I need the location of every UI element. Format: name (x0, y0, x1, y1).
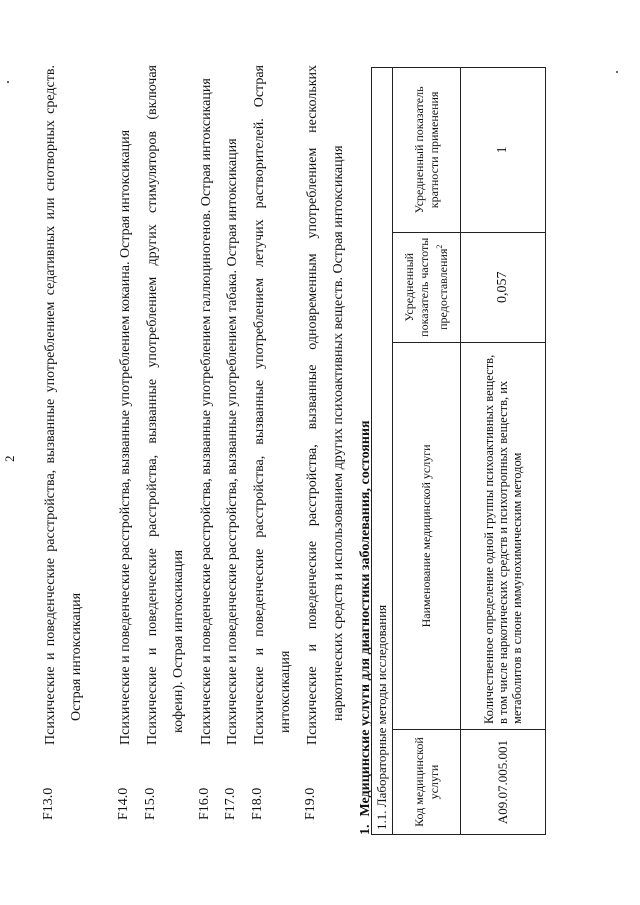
diagnosis-line: Острая интоксикация (69, 592, 84, 721)
diagnosis-description (113, 65, 139, 745)
diagnosis-line: Психические и поведенческие расстройства, вызванные употреблением галлюциногенов. Острая интоксикация (199, 78, 214, 745)
diagnosis-line: Психические и поведенческие расстройства, вызванные употреблением других стимуляторов (включая (145, 65, 160, 745)
diagnosis-line: наркотических средств и использованием других психоактивных веществ. Острая интоксикация (331, 145, 346, 721)
diagnosis-code: F19.0 (303, 787, 318, 820)
column-header-multiplicity: Усредненный показатель кратности применения (393, 68, 461, 233)
page-number: 2 (2, 455, 17, 462)
diagnosis-description (140, 65, 192, 745)
diagnosis-line: интоксикация (278, 650, 293, 733)
column-header-name: Наименование медицинской услуги (393, 342, 461, 729)
service-frequency: 0,057 (461, 232, 546, 342)
diagnosis-line: Психические и поведенческие расстройства, вызванные употреблением летучих растворителей. Острая (252, 65, 267, 745)
scan-speck (7, 81, 9, 83)
services-table (371, 67, 546, 835)
diagnosis-code: F17.0 (223, 787, 238, 820)
diagnosis-code: F14.0 (116, 787, 131, 820)
column-header-frequency (393, 232, 461, 342)
diagnosis-description (247, 65, 299, 745)
diagnosis-code: F13.0 (41, 787, 56, 820)
column-header-frequency-text: Усредненный показатель частоты предоставления (402, 237, 450, 337)
table-subsection-row (372, 68, 393, 835)
diagnosis-line: кофеин). Острая интоксикация (171, 549, 186, 733)
diagnosis-code: F16.0 (197, 787, 212, 820)
table-subsection-title: 1.1. Лабораторные методы исследования (372, 68, 393, 835)
diagnosis-description (300, 65, 352, 745)
diagnosis-line: Психические и поведенческие расстройства, вызванные употреблением кокаина. Острая интоксикация (118, 129, 133, 745)
diagnosis-description (194, 65, 220, 745)
service-code: A09.07.005.001 (461, 730, 546, 835)
diagnosis-description (220, 65, 246, 745)
table-header-row (393, 68, 461, 835)
diagnosis-code: F15.0 (143, 787, 158, 820)
service-name: Количественное определение одной группы психоактивных веществ, в том числе наркотических средств и психотропных веществ, их метаболитов в слюне иммунохимическим методом (461, 342, 546, 729)
section-number: 1. (358, 824, 373, 835)
table-row (461, 68, 546, 835)
scan-speck (616, 71, 618, 73)
diagnosis-line: Психические и поведенческие расстройства, вызванные употреблением седативных или снотворных средств. (43, 65, 58, 745)
diagnosis-code: F18.0 (250, 787, 265, 820)
footnote-marker: 2 (435, 244, 444, 249)
diagnosis-line: Психические и поведенческие расстройства, вызванные одновременным употреблением нескольких (305, 65, 320, 745)
section-title-text: Медицинские услуги для диагностики заболевания, состояния (358, 420, 373, 817)
diagnosis-description (38, 65, 90, 745)
service-multiplicity: 1 (461, 68, 546, 233)
column-header-code: Код медицинской услуги (393, 730, 461, 835)
diagnosis-line: Психические и поведенческие расстройства, вызванные употреблением табака. Острая интоксикация (225, 138, 240, 745)
